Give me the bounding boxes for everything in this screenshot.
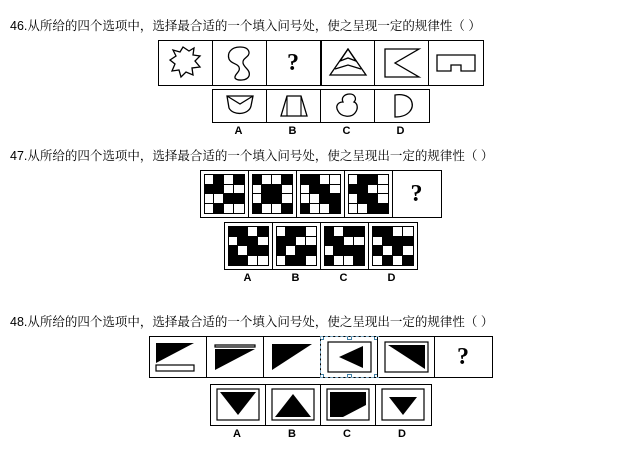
- grid-cell: [349, 175, 359, 185]
- q46-stem-question-mark: ?: [267, 41, 321, 85]
- grid-cell: [234, 175, 244, 185]
- grid-cell: [262, 185, 272, 195]
- grid-cell: [258, 237, 268, 247]
- grid-cell: [325, 256, 335, 266]
- tri-thin-left-icon: [207, 337, 264, 377]
- grid-cell: [344, 256, 354, 266]
- grid-cell: [224, 185, 234, 195]
- grid-cell: [403, 237, 413, 247]
- grid-cell: [349, 185, 359, 195]
- grid-cell: [354, 237, 364, 247]
- q48-option-c[interactable]: [321, 385, 376, 425]
- grid-cell: [272, 204, 282, 214]
- q47-stem-question-mark: ?: [393, 171, 441, 217]
- q46-stem-cell-5: [375, 41, 429, 85]
- grid-cell: [205, 194, 215, 204]
- q48-stem-row: [149, 336, 493, 378]
- q48-stem-cell-5: [378, 337, 435, 377]
- grid-cell: [238, 227, 248, 237]
- q48-stem-cell-4-selected[interactable]: [321, 337, 378, 377]
- grid-cell: [248, 237, 258, 247]
- grid-cell: [272, 175, 282, 185]
- grid-cell: [383, 227, 393, 237]
- grid-cell: [301, 194, 311, 204]
- q48-stem-question-mark: ?: [435, 337, 492, 377]
- q46-option-b[interactable]: [267, 90, 321, 122]
- q46-option-c[interactable]: [321, 90, 375, 122]
- grid-cell: [282, 185, 292, 195]
- selection-handle-top-center[interactable]: [347, 337, 352, 340]
- grid-cell: [334, 227, 344, 237]
- question-47-figure: [0, 170, 641, 284]
- grid-cell: [320, 204, 330, 214]
- q48-stem-cell-2: [207, 337, 264, 377]
- q47-grid-2: [252, 174, 293, 214]
- q46-label-c: C: [342, 125, 351, 137]
- grid-cell: [393, 227, 403, 237]
- q47-option-grid-a: [228, 226, 269, 266]
- grid-cell: [253, 175, 263, 185]
- grid-cell: [306, 227, 316, 237]
- grid-cell: [272, 194, 282, 204]
- q47-option-labels: [224, 272, 418, 284]
- q47-option-grid-d: [372, 226, 414, 266]
- chevron-quad-icon: [375, 41, 429, 85]
- grid-cell: [277, 246, 287, 256]
- selection-handle-bottom-left[interactable]: [321, 374, 324, 377]
- q46-label-d: D: [396, 125, 405, 137]
- grid-cell: [262, 194, 272, 204]
- grid-cell: [296, 227, 306, 237]
- selection-handle-top-left[interactable]: [321, 337, 324, 340]
- grid-cell: [229, 227, 239, 237]
- tri-corner-icon: [321, 385, 376, 425]
- grid-cell: [403, 256, 413, 266]
- grid-cell: [310, 175, 320, 185]
- grid-cell: [301, 204, 311, 214]
- grid-cell: [253, 204, 263, 214]
- grid-cell: [320, 194, 330, 204]
- q46-stem-cell-4: [321, 41, 375, 85]
- tri-bar-right-icon: [150, 337, 207, 377]
- q47-option-row: [224, 222, 418, 270]
- q48-stem-cell-1: [150, 337, 207, 377]
- q46-option-d[interactable]: [375, 90, 429, 122]
- tri-up-center-icon: [266, 385, 321, 425]
- grid-cell: [296, 246, 306, 256]
- q48-option-b[interactable]: [266, 385, 321, 425]
- grid-cell: [325, 237, 335, 247]
- q47-stem-cell-4: [345, 171, 393, 217]
- grid-cell: [205, 175, 215, 185]
- question-46-text: 46.从所给的四个选项中，选择最合适的一个填入问号处，使之呈现一定的规律性（ ）: [10, 19, 481, 33]
- grid-cell: [238, 246, 248, 256]
- double-loop-icon: [213, 41, 267, 85]
- q47-option-c[interactable]: [321, 223, 369, 269]
- grid-cell: [234, 194, 244, 204]
- grid-cell: [229, 256, 239, 266]
- grid-cell: [330, 175, 340, 185]
- grid-cell: [330, 194, 340, 204]
- grid-cell: [301, 175, 311, 185]
- grid-cell: [393, 246, 403, 256]
- q48-option-row: [210, 384, 432, 426]
- grid-cell: [344, 246, 354, 256]
- grid-cell: [320, 185, 330, 195]
- grid-cell: [214, 194, 224, 204]
- q47-option-a[interactable]: [225, 223, 273, 269]
- grid-cell: [258, 246, 268, 256]
- grid-cell: [214, 204, 224, 214]
- grid-cell: [368, 185, 378, 195]
- grid-cell: [224, 175, 234, 185]
- grid-cell: [403, 227, 413, 237]
- trapezoid-icon: [267, 90, 321, 122]
- question-46: [0, 18, 641, 137]
- grid-cell: [229, 237, 239, 247]
- q48-option-a[interactable]: [211, 385, 266, 425]
- grid-cell: [286, 227, 296, 237]
- grid-cell: [334, 246, 344, 256]
- half-disc-icon: [375, 90, 429, 122]
- grid-cell: [277, 256, 287, 266]
- q47-label-b: B: [291, 272, 300, 284]
- grid-cell: [368, 204, 378, 214]
- grid-cell: [373, 227, 383, 237]
- grid-cell: [378, 175, 388, 185]
- grid-cell: [224, 204, 234, 214]
- grid-cell: [368, 175, 378, 185]
- grid-cell: [373, 237, 383, 247]
- question-48-text: 48.从所给的四个选项中，选择最合适的一个填入问号处，使之呈现出一定的规律性（ ）: [10, 315, 494, 329]
- grid-cell: [306, 237, 316, 247]
- q47-stem-cell-2: [249, 171, 297, 217]
- grid-cell: [262, 204, 272, 214]
- grid-cell: [234, 185, 244, 195]
- q48-option-d[interactable]: [376, 385, 431, 425]
- flag-pentagon-icon: [429, 41, 483, 85]
- grid-cell: [344, 237, 354, 247]
- question-48-figure: [0, 336, 641, 440]
- grid-cell: [262, 175, 272, 185]
- grid-cell: [334, 237, 344, 247]
- grid-cell: [253, 194, 263, 204]
- q46-stem-cell-6: [429, 41, 483, 85]
- question-47-text: 47.从所给的四个选项中，选择最合适的一个填入问号处，使之呈现出一定的规律性（ ）: [10, 149, 494, 163]
- u-cup-icon: [213, 90, 267, 122]
- question-46-figure: [0, 40, 641, 137]
- grid-cell: [277, 227, 287, 237]
- tri-down-center-icon: [376, 385, 431, 425]
- grid-cell: [248, 256, 258, 266]
- q47-stem-row: [200, 170, 442, 218]
- q48-stem-cell-3: [264, 337, 321, 377]
- grid-cell: [248, 246, 258, 256]
- grid-cell: [238, 237, 248, 247]
- q46-label-a: A: [234, 125, 243, 137]
- q47-grid-3: [300, 174, 341, 214]
- grid-cell: [301, 185, 311, 195]
- q47-grid-4: [348, 174, 389, 214]
- grid-cell: [214, 185, 224, 195]
- grid-cell: [238, 256, 248, 266]
- grid-cell: [282, 204, 292, 214]
- question-47: [0, 148, 641, 284]
- grid-cell: [229, 246, 239, 256]
- grid-cell: [358, 194, 368, 204]
- grid-cell: [334, 256, 344, 266]
- grid-cell: [358, 175, 368, 185]
- grid-cell: [205, 204, 215, 214]
- grid-cell: [383, 237, 393, 247]
- q46-option-row: [212, 89, 430, 123]
- q46-option-labels: [212, 125, 430, 137]
- grid-cell: [378, 204, 388, 214]
- q47-option-d[interactable]: [369, 223, 417, 269]
- grid-cell: [330, 185, 340, 195]
- grid-cell: [354, 246, 364, 256]
- grid-cell: [349, 194, 359, 204]
- grid-cell: [282, 175, 292, 185]
- q47-option-grid-b: [276, 226, 317, 266]
- grid-cell: [282, 194, 292, 204]
- grid-cell: [296, 237, 306, 247]
- q47-label-d: D: [387, 272, 396, 284]
- grid-cell: [403, 246, 413, 256]
- grid-cell: [378, 185, 388, 195]
- q48-label-c: C: [343, 428, 351, 440]
- grid-cell: [286, 256, 296, 266]
- grid-cell: [373, 256, 383, 266]
- grid-cell: [354, 227, 364, 237]
- grid-cell: [296, 256, 306, 266]
- grid-cell: [383, 256, 393, 266]
- q48-label-d: D: [398, 428, 406, 440]
- peanut-blob-icon: [321, 90, 375, 122]
- grid-cell: [277, 237, 287, 247]
- arrow-triangle-icon: [322, 41, 375, 85]
- grid-cell: [320, 175, 330, 185]
- grid-cell: [286, 246, 296, 256]
- grid-cell: [373, 246, 383, 256]
- q47-label-a: A: [243, 272, 252, 284]
- grid-cell: [325, 227, 335, 237]
- grid-cell: [224, 194, 234, 204]
- q47-option-grid-c: [324, 226, 365, 266]
- q48-label-b: B: [288, 428, 296, 440]
- grid-cell: [253, 185, 263, 195]
- grid-cell: [272, 185, 282, 195]
- q46-stem-cell-1: [159, 41, 213, 85]
- grid-cell: [393, 237, 403, 247]
- grid-cell: [383, 246, 393, 256]
- grid-cell: [248, 227, 258, 237]
- grid-cell: [349, 204, 359, 214]
- grid-cell: [354, 256, 364, 266]
- grid-cell: [258, 227, 268, 237]
- grid-cell: [378, 194, 388, 204]
- grid-cell: [214, 175, 224, 185]
- q47-stem-cell-3: [297, 171, 345, 217]
- q46-option-a[interactable]: [213, 90, 267, 122]
- grid-cell: [306, 246, 316, 256]
- grid-cell: [310, 204, 320, 214]
- q47-grid-1: [204, 174, 245, 214]
- grid-cell: [393, 256, 403, 266]
- tri-right-down-icon: [378, 337, 435, 377]
- q48-option-labels: [210, 428, 432, 440]
- blob-star-icon: [159, 41, 213, 85]
- grid-cell: [330, 204, 340, 214]
- grid-cell: [325, 246, 335, 256]
- grid-cell: [358, 204, 368, 214]
- tri-down-left-icon: [211, 385, 266, 425]
- tri-arrow-left-selected-icon: [321, 337, 378, 377]
- grid-cell: [286, 237, 296, 247]
- grid-cell: [205, 185, 215, 195]
- q48-label-a: A: [233, 428, 241, 440]
- q47-label-c: C: [339, 272, 348, 284]
- selection-handle-bottom-center[interactable]: [347, 374, 352, 377]
- grid-cell: [368, 194, 378, 204]
- q46-label-b: B: [288, 125, 297, 137]
- grid-cell: [310, 185, 320, 195]
- grid-cell: [306, 256, 316, 266]
- question-48: [0, 314, 641, 440]
- grid-cell: [310, 194, 320, 204]
- tri-big-left-icon: [264, 337, 321, 377]
- grid-cell: [344, 227, 354, 237]
- q47-option-b[interactable]: [273, 223, 321, 269]
- grid-cell: [258, 256, 268, 266]
- q47-stem-cell-1: [201, 171, 249, 217]
- grid-cell: [358, 185, 368, 195]
- q46-stem-row: [158, 40, 484, 86]
- grid-cell: [234, 204, 244, 214]
- q46-stem-cell-2: [213, 41, 267, 85]
